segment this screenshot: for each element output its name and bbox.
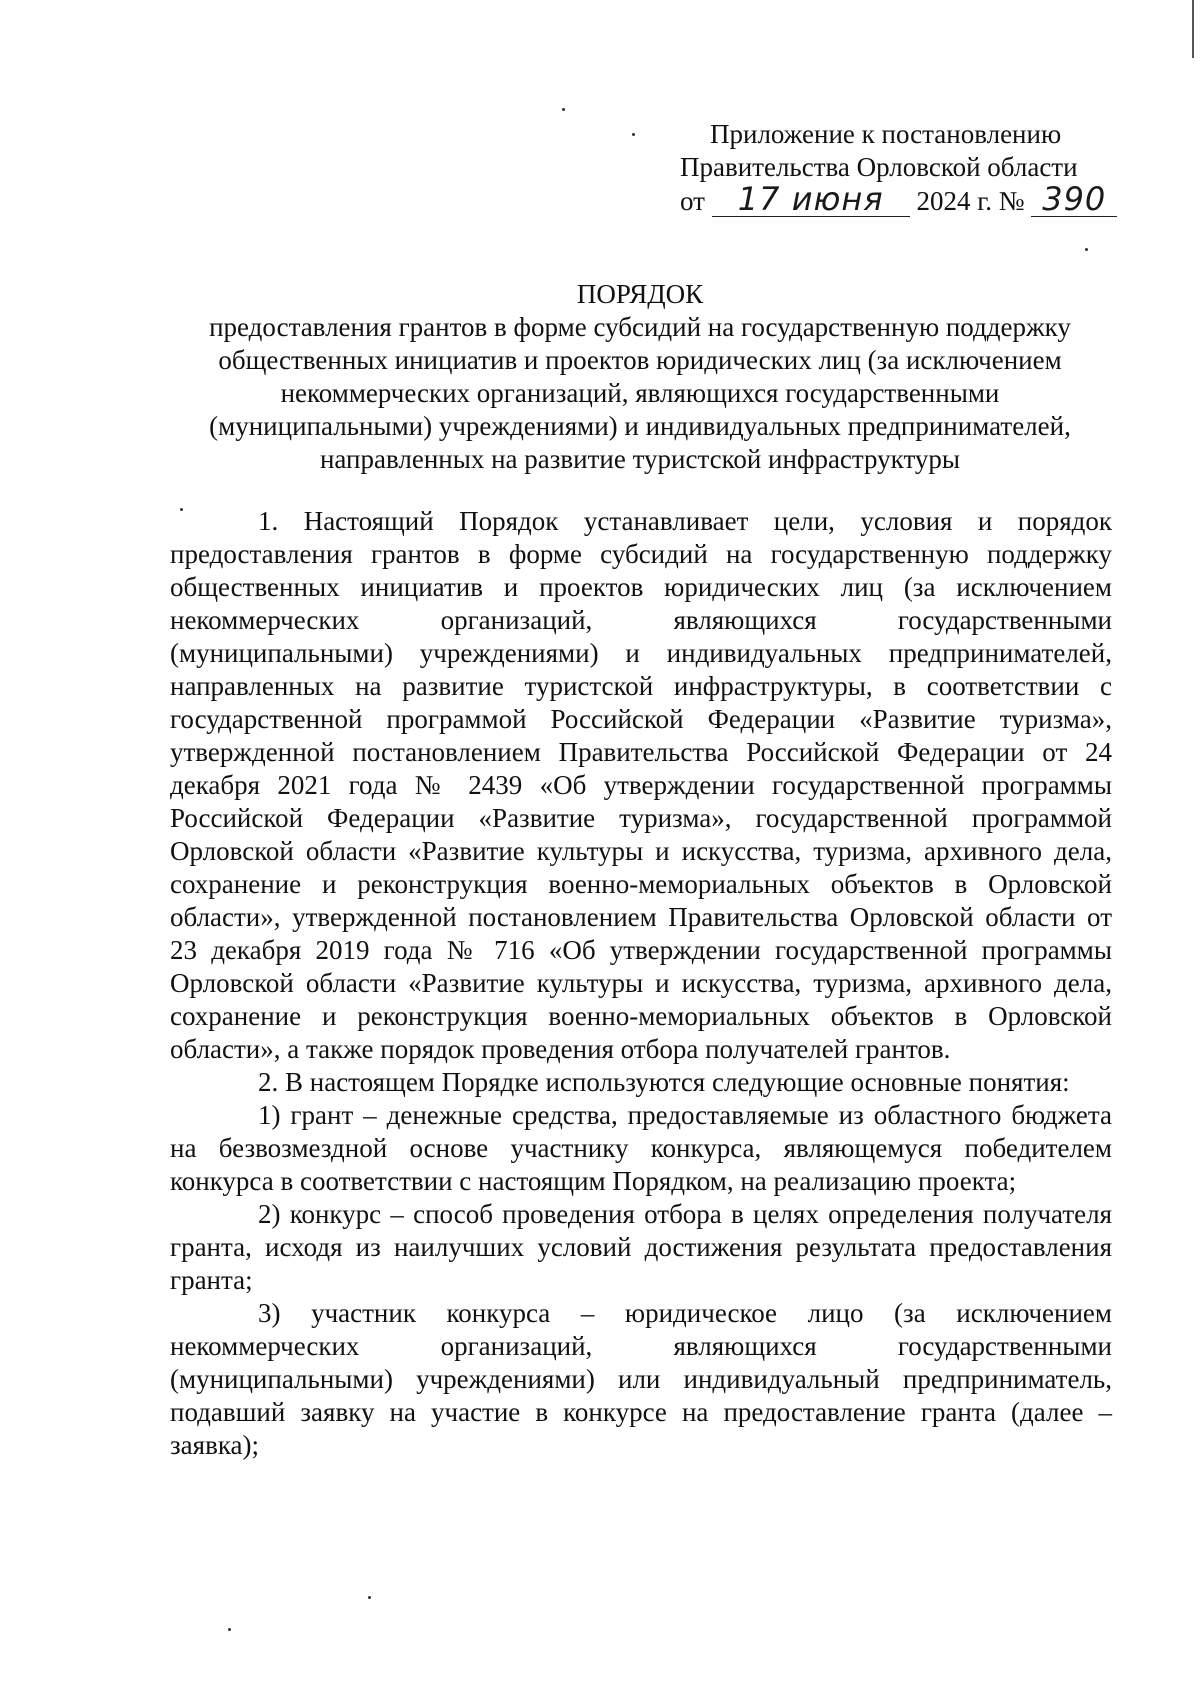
scan-speck [228, 1628, 231, 1631]
scan-speck [632, 133, 635, 136]
paragraph-1: 1. Настоящий Порядок устанавливает цели, условия и порядок предоставления грантов в форме субсидий на государственную поддержку общественных инициатив и проектов юридических лиц (за исключением некоммерческих организаций, являющихся государственными (муниципальными) учреждениями) и индивидуальных предпринимателей, направленных на развитие туристской инфраструктуры, в соответствии с государственной программой Российской Федерации «Развитие туризма», утвержденной постановлением Правительства Российской Федерации от 24 декабря 2021 года № 2439 «Об утверждении государственной программы Российской Федерации «Развитие туризма», государственной программой Орловской области «Развитие культуры и искусства, туризма, архивного дела, сохранение и реконструкция военно-мемориальных объектов в Орловской области», утвержденной постановлением Правительства Орловской области от 23 декабря 2019 года № 716 «Об утверждении государственной программы Орловской области «Развитие культуры и искусства, туризма, архивного дела, сохранение и реконструкция военно-мемориальных объектов в Орловской области», а также порядок проведения отбора получателей грантов. [170, 506, 1112, 1064]
definition-item-1: 1) грант – денежные средства, предоставляемые из областного бюджета на безвозмездной основе участнику конкурса, являющемуся победителем конкурса в соответствии с настоящим Порядком, на реализацию проекта; [170, 1100, 1112, 1196]
document-subtitle: предоставления грантов в форме субсидий на государственную поддержку общественных инициатив и проектов юридических лиц (за исключением некоммерческих организаций, являющихся государственными (муниципальными) учреждениями) и индивидуальных предпринимателей, направленных на развитие туристской инфраструктуры [209, 312, 1071, 474]
paragraph-2: 2. В настоящем Порядке используются следующие основные понятия: [258, 1067, 1070, 1097]
document-body [170, 505, 1112, 1462]
approval-stamp-block [680, 118, 1120, 218]
approval-line-1: Приложение к постановлению [710, 119, 1062, 149]
approval-date-handwritten: 17 июня [737, 180, 884, 218]
approval-number-field [1031, 180, 1117, 218]
approval-line-2: Правительства Орловской области [680, 152, 1078, 182]
approval-from-prefix: от [680, 186, 705, 216]
approval-date-field [712, 180, 910, 218]
definition-item-2: 2) конкурс – способ проведения отбора в целях определения получателя гранта, исходя из наилучших условий достижения результата предоставления гранта; [170, 1199, 1112, 1295]
document-title: ПОРЯДОК [576, 279, 704, 309]
approval-year-text: 2024 г. № [916, 186, 1025, 216]
document-title-block [170, 278, 1110, 476]
scan-speck [562, 108, 565, 111]
approval-date-line [680, 180, 1120, 218]
approval-number-handwritten: 390 [1042, 180, 1107, 218]
scan-speck [1085, 248, 1088, 251]
definition-item-3: 3) участник конкурса – юридическое лицо (за исключением некоммерческих организаций, являющихся государственными (муниципальными) учреждениями) или индивидуальный предприниматель, подавший заявку на участие в конкурсе на предоставление гранта (далее – заявка); [170, 1298, 1112, 1460]
scan-edge-mark [1192, 0, 1194, 58]
scan-speck [368, 1596, 371, 1599]
